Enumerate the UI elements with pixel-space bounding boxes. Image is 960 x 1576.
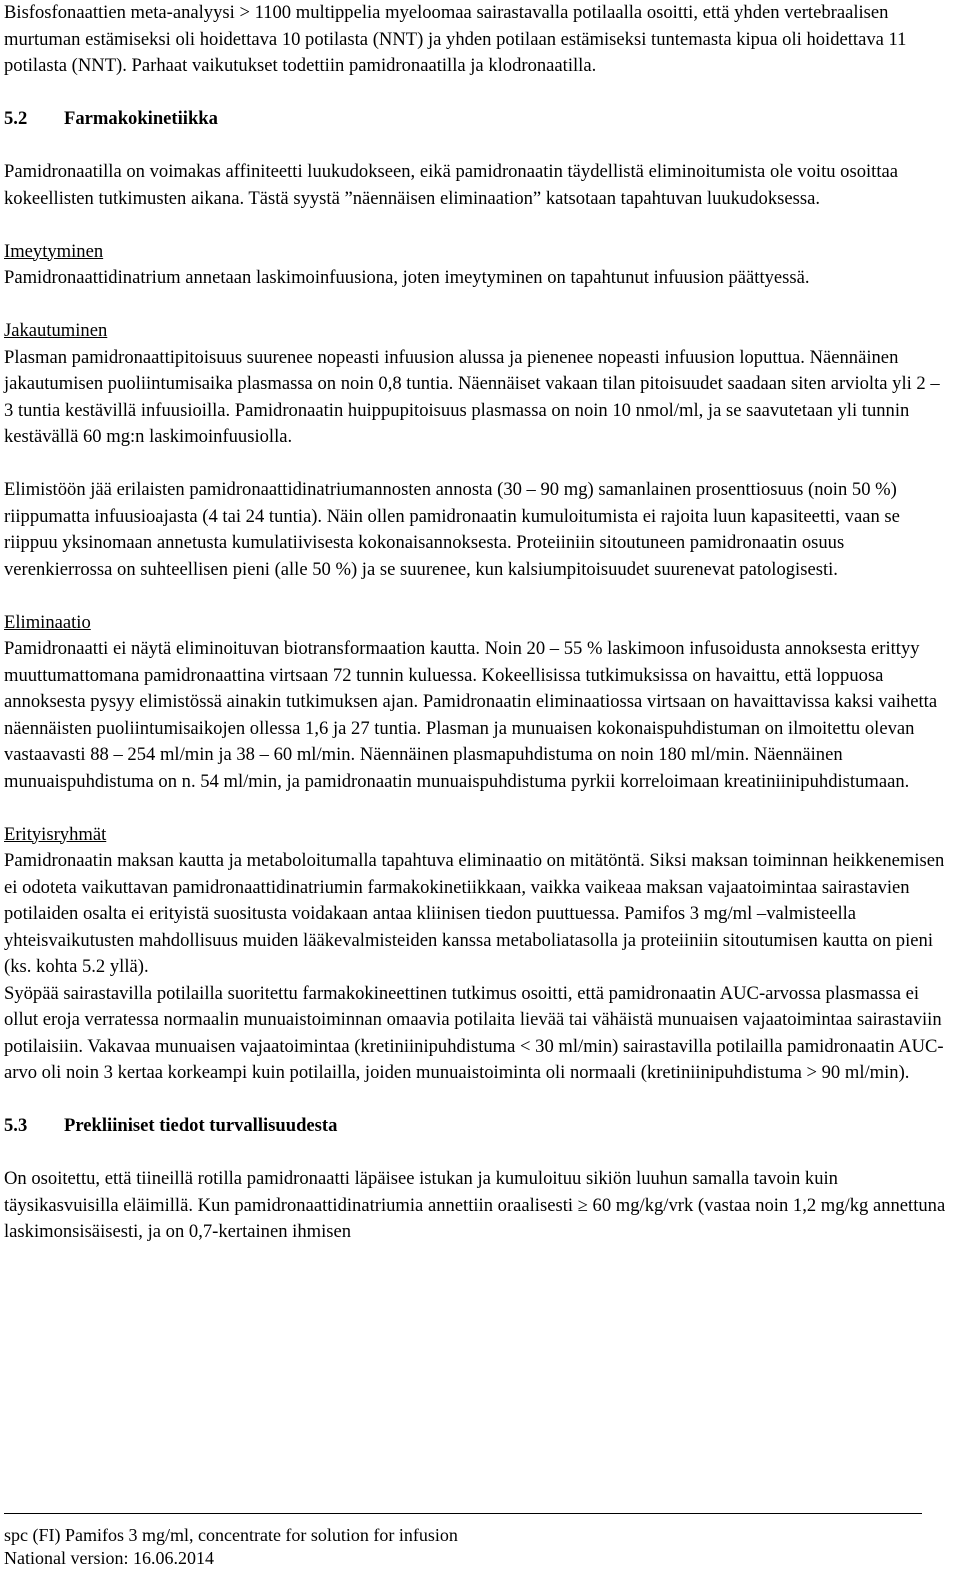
pk-intro-paragraph: Pamidronaatilla on voimakas affiniteetti luukudokseen, eikä pamidronaatin täydellistä eliminoitumista ole voitu osoittaa kokeellisten tutkimusten aikana. Tästä syystä ”näennäisen eliminaation” katsotaan tapahtuvan luukudoksessa. bbox=[4, 161, 899, 209]
absorption-text: Pamidronaattidinatrium annetaan laskimoinfuusiona, joten imeytyminen on tapahtunut infuusion päättyessä. bbox=[4, 267, 810, 288]
special-populations-text-2: Syöpää sairastavilla potilailla suoritettu farmakokineettinen tutkimus osoitti, että pamidronaatin AUC-arvossa plasmassa ei ollut eroja verratessa normaalin munuaistoiminnan omaavia potilaita lievää tai vähäistä munuaisen vajaatoimintaa sairastaviin potilaisiin. Vakavaa munuaisen vajaatoimintaa (kretiniinipuhdistuma < 30 ml/min) sairastavilla potilailla pamidronaatin AUC-arvo oli noin 3 kertaa korkeampi kuin potilailla, joiden munuaistoiminta oli normaali (kretiniinipuhdistuma > 90 ml/min). bbox=[4, 982, 944, 1083]
special-populations-block bbox=[4, 822, 952, 1087]
elimination-heading: Eliminaatio bbox=[4, 611, 91, 633]
distribution-block bbox=[4, 318, 952, 451]
page-footer bbox=[4, 1513, 952, 1570]
distribution-text: Plasman pamidronaattipitoisuus suurenee nopeasti infuusion alussa ja pienenee nopeasti infuusion loputtua. Näennäinen jakautumisen puoliintumisaika plasmassa on noin 0,8 tuntia. Näennäiset vakaan tilan pitoisuudet saadaan siten arviolta yli 2 – 3 tuntia kestävillä infuusioilla. Pamidronaatin huippupitoisuus plasmassa on noin 10 nmol/ml, ja se saavutetaan yli tunnin kestävällä 60 mg:n laskimoinfuusiolla. bbox=[4, 346, 940, 447]
footer-product-line: spc (FI) Pamifos 3 mg/ml, concentrate for solution for infusion bbox=[4, 1525, 458, 1545]
section-number: 5.3 bbox=[4, 1115, 28, 1136]
section-5-2-heading bbox=[4, 106, 952, 133]
footer-version-line: National version: 16.06.2014 bbox=[4, 1548, 214, 1568]
section-5-3-heading bbox=[4, 1113, 952, 1140]
special-populations-heading: Erityisryhmät bbox=[4, 823, 107, 845]
intro-paragraph: Bisfosfonaattien meta-analyysi > 1100 multippelia myeloomaa sairastavalla potilaalla osoitti, että yhden vertebraalisen murtuman estämiseksi oli hoidettava 10 potilasta (NNT) ja yhden potilaan estämiseksi tuntemasta kipua oli hoidettava 11 potilasta (NNT). Parhaat vaikutukset todettiin pamidronaatilla ja klodronaatilla. bbox=[4, 2, 907, 76]
document-page bbox=[4, 0, 952, 1246]
absorption-heading: Imeytyminen bbox=[4, 240, 104, 262]
section-number: 5.2 bbox=[4, 108, 28, 129]
distribution-text-2: Elimistöön jää erilaisten pamidronaattidinatriumannosten annosta (30 – 90 mg) samanlainen prosenttiosuus (noin 50 %) riippumatta infuusioajasta (4 tai 24 tuntia). Näin ollen pamidronaatin kumuloitumista ei rajoita luun kapasiteetti, vaan se riippuu yksinomaan annetusta kumulatiivisesta kokonaisannoksesta. Proteiiniin sitoutuneen pamidronaatin osuus verenkierrossa on suhteellisen pieni (alle 50 %) ja se suurenee, kun kalsiumpitoisuudet suurenevat patologisesti. bbox=[4, 479, 900, 580]
footer-divider bbox=[4, 1513, 922, 1514]
section-title: Farmakokinetiikka bbox=[64, 108, 218, 129]
special-populations-text: Pamidronaatin maksan kautta ja metaboloitumalla tapahtuva eliminaatio on mitätöntä. Siksi maksan toiminnan heikkenemisen ei odoteta vaikuttavan pamidronaattidinatriumin farmakokinetiikkaan, vaikka vaikeaa maksan vajaatoimintaa sairastavien potilaiden osalta ei erityistä suositusta voidakaan antaa kliinisen tiedon puuttuessa. Pamifos 3 mg/ml –valmisteella yhteisvaikutusten mahdollisuus muiden lääkevalmisteiden kanssa metaboliatasolla ja proteiiniin sitoutumisen kautta on pieni (ks. kohta 5.2 yllä). bbox=[4, 850, 945, 977]
section-title: Prekliiniset tiedot turvallisuudesta bbox=[64, 1115, 338, 1136]
preclinical-text: On osoitettu, että tiineillä rotilla pamidronaatti läpäisee istukan ja kumuloituu sikiön luuhun samalla tavoin kuin täysikasvuisilla eläimillä. Kun pamidronaattidinatriumia annettiin oraalisesti ≥ 60 mg/kg/vrk (vastaa noin 1,2 mg/kg annettuna laskimonsisäisesti, ja on 0,7-kertainen ihmisen bbox=[4, 1168, 946, 1242]
elimination-block bbox=[4, 610, 952, 796]
distribution-heading: Jakautuminen bbox=[4, 320, 108, 341]
absorption-block bbox=[4, 239, 952, 292]
elimination-text: Pamidronaatti ei näytä eliminoituvan biotransformaation kautta. Noin 20 – 55 % laskimoon infusoidusta annoksesta erittyy muuttumattomana pamidronaattina virtsaan 72 tunnin kuluessa. Kokeellisissa tutkimuksissa on havaittu, että loppuosa annoksesta pysyy elimistössä ainakin tutkimuksen ajan. Pamidronaatin eliminaatiossa virtsaan on havaittavissa kaksi vaihetta näennäisten puoliintumisaikojen ollessa 1,6 ja 27 tuntia. Plasman ja munuaisen kokonaispuhdistuman on ilmoitettu olevan vastaavasti 88 – 254 ml/min ja 38 – 60 ml/min. Näennäinen plasmapuhdistuma on noin 180 ml/min. Näennäinen munuaispuhdistuma on n. 54 ml/min, ja pamidronaatin munuaispuhdistuma pyrkii korreloimaan kreatiniinipuhdistumaan. bbox=[4, 638, 938, 792]
